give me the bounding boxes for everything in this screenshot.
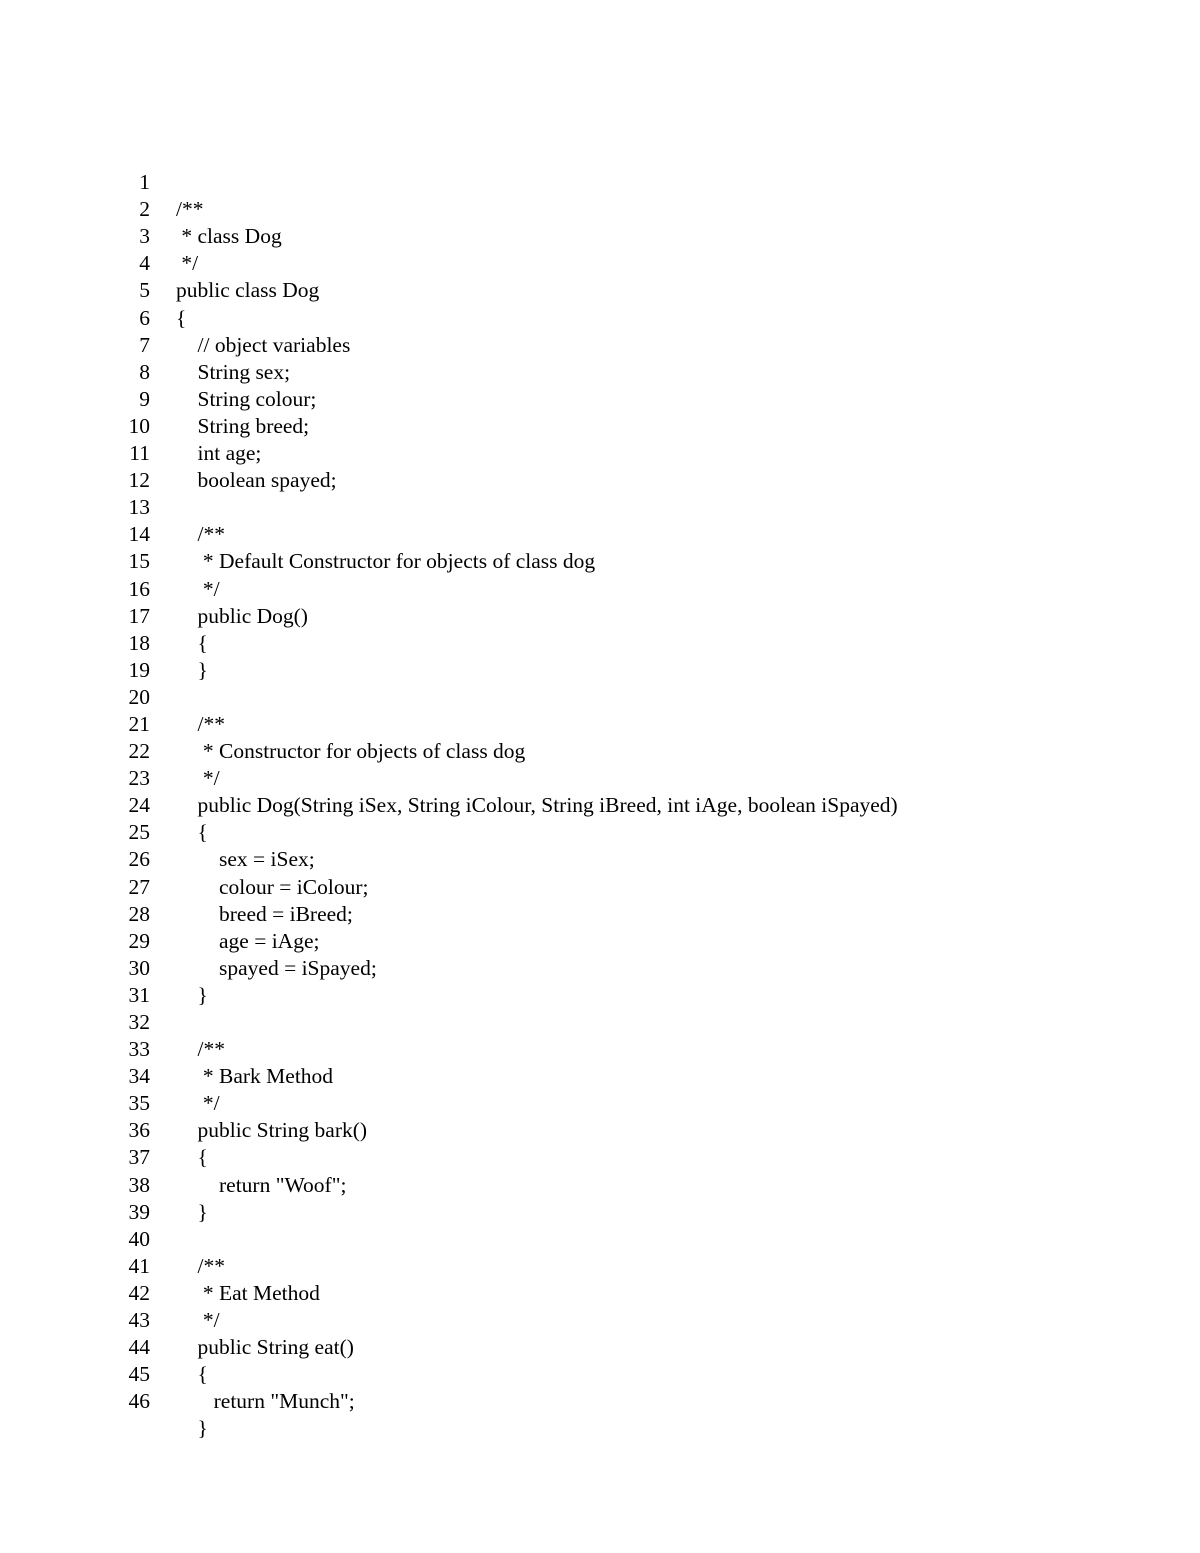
line-number: 12 (128, 468, 150, 493)
line-text: breed = iBreed; (176, 901, 353, 926)
line-number: 27 (128, 874, 150, 899)
code-line (0, 142, 1200, 222)
line-text: * Eat Method (176, 1280, 320, 1305)
line-text: * class Dog (176, 224, 282, 249)
line-number: 19 (128, 657, 150, 682)
line-number: 30 (128, 955, 150, 980)
line-number: 18 (128, 630, 150, 655)
line-text: /** (176, 1037, 225, 1062)
line-number: 29 (128, 928, 150, 953)
line-number: 45 (128, 1362, 150, 1387)
code-line (0, 630, 1200, 682)
line-text: public Dog(String iSex, String iColour, String iBreed, int iAge, boolean iSpayed) (176, 793, 898, 818)
line-number: 37 (128, 1145, 150, 1170)
code-line (0, 955, 1200, 1007)
line-number: 36 (128, 1118, 150, 1143)
line-number: 40 (128, 1226, 150, 1251)
line-number: 22 (128, 739, 150, 764)
line-text: { (176, 1145, 208, 1170)
line-number: 20 (128, 684, 150, 709)
line-number: 28 (128, 901, 150, 926)
line-number: 35 (128, 1091, 150, 1116)
code-listing (0, 142, 1200, 1441)
line-text: } (176, 982, 208, 1007)
line-text: public Dog() (176, 603, 308, 628)
line-text: { (176, 1362, 208, 1387)
line-text: public class Dog (176, 278, 320, 303)
line-text: /** (176, 522, 225, 547)
line-text: */ (176, 1091, 220, 1116)
line-text: return "Munch"; (176, 1389, 355, 1414)
line-number: 14 (128, 522, 150, 547)
line-text: String colour; (176, 386, 317, 411)
line-number: 42 (128, 1280, 150, 1305)
line-text: * Default Constructor for objects of class dog (176, 549, 596, 574)
line-text: public String eat() (176, 1335, 354, 1360)
line-number: 16 (128, 576, 150, 601)
line-text: * Constructor for objects of class dog (176, 739, 526, 764)
line-text: } (176, 1416, 208, 1441)
line-text: return "Woof"; (176, 1172, 347, 1197)
code-line (0, 277, 1200, 357)
line-number: 10 (128, 413, 150, 438)
line-text: } (176, 1199, 208, 1224)
line-text: { (176, 305, 187, 330)
line-number: 2 (139, 197, 150, 222)
line-number: 23 (128, 766, 150, 791)
line-text: colour = iColour; (176, 874, 369, 899)
line-text: */ (176, 251, 199, 276)
line-number: 46 (128, 1389, 150, 1414)
line-number: 3 (139, 224, 150, 249)
line-number: 39 (128, 1199, 150, 1224)
line-text: { (176, 630, 208, 655)
line-number: 32 (128, 1010, 150, 1034)
line-number: 33 (128, 1037, 150, 1062)
line-text: // object variables (176, 332, 351, 357)
line-number: 44 (128, 1335, 150, 1360)
line-text: public String bark() (176, 1118, 368, 1143)
code-line (0, 1172, 1200, 1224)
line-number: 7 (139, 332, 150, 357)
line-number: 5 (139, 278, 150, 303)
line-text: /** (176, 1253, 225, 1278)
line-number: 8 (139, 359, 150, 384)
line-number: 11 (129, 441, 150, 466)
line-text: */ (176, 1308, 220, 1333)
line-number: 15 (128, 549, 150, 574)
code-line (0, 223, 1200, 303)
line-number: 43 (128, 1308, 150, 1333)
line-number: 17 (128, 603, 150, 628)
line-number: 24 (128, 793, 150, 818)
line-text: /** (176, 711, 225, 736)
line-text: sex = iSex; (176, 847, 315, 872)
line-text: boolean spayed; (176, 468, 337, 493)
line-number: 41 (128, 1253, 150, 1278)
line-number: 21 (128, 711, 150, 736)
line-text: */ (176, 576, 220, 601)
line-text: * Bark Method (176, 1064, 334, 1089)
line-number: 9 (139, 386, 150, 411)
line-text: } (176, 657, 208, 682)
line-text: /** (176, 197, 204, 222)
line-number: 4 (139, 251, 150, 276)
line-number: 6 (139, 305, 150, 330)
line-text: */ (176, 766, 220, 791)
line-text: { (176, 820, 208, 845)
line-number: 31 (128, 982, 150, 1007)
line-text: String breed; (176, 413, 310, 438)
line-number: 34 (128, 1064, 150, 1089)
line-text: age = iAge; (176, 928, 320, 953)
line-text: spayed = iSpayed; (176, 955, 377, 980)
line-text: String sex; (176, 359, 291, 384)
line-number: 26 (128, 847, 150, 872)
line-text: int age; (176, 441, 262, 466)
line-number: 25 (128, 820, 150, 845)
line-number: 1 (139, 170, 150, 195)
line-number: 38 (128, 1172, 150, 1197)
code-line (0, 169, 1200, 249)
line-number: 13 (128, 495, 150, 520)
